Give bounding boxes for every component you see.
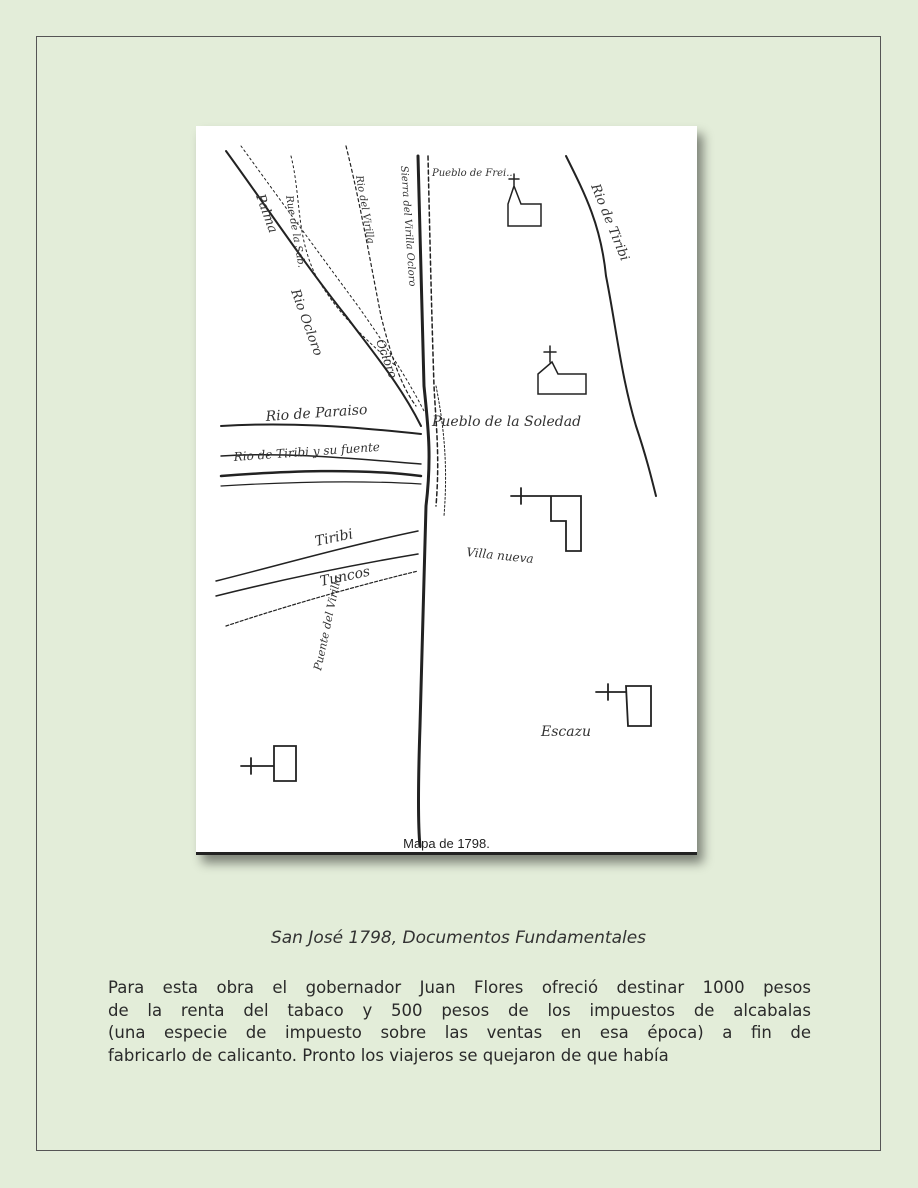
- figure-caption: San José 1798, Documentos Fundamentales: [270, 928, 647, 948]
- svg-text:Pueblo de Frei...: Pueblo de Frei...: [432, 168, 516, 179]
- map-caption: Mapa de 1798.: [403, 836, 490, 851]
- church-top: [508, 174, 541, 226]
- house-escazu: [596, 684, 651, 726]
- body-line: fabricarlo de calicanto. Pronto los viajeros se quejaron de que había: [108, 1045, 669, 1065]
- body-line: Para esta obra el gobernador Juan Flores ofreció destinar 1000 pesos: [108, 978, 811, 997]
- body-paragraph: [108, 977, 811, 1067]
- svg-text:Palma: Palma: [252, 192, 281, 236]
- svg-text:Rio del Virilla: Rio del Virilla: [353, 174, 376, 245]
- svg-text:Villa nueva: Villa nueva: [465, 545, 535, 567]
- svg-text:Ocloro: Ocloro: [373, 337, 401, 381]
- svg-text:Rio de Tiribi: Rio de Tiribi: [587, 181, 632, 264]
- diagonal-river: [226, 151, 421, 426]
- svg-text:Rue de la Sab.: Rue de la Sab.: [283, 194, 307, 269]
- rio-paraiso: [221, 424, 421, 434]
- map-drawing: [196, 126, 697, 855]
- body-line: (una especie de impuesto sobre las ventas en esa época) a fin de: [108, 1023, 811, 1042]
- svg-text:Tiribi: Tiribi: [313, 526, 355, 550]
- historic-map-image: [196, 126, 697, 855]
- svg-text:Rio de Tiribi y su fuente: Rio de Tiribi y su fuente: [233, 439, 381, 464]
- house-villa-nueva: [511, 488, 581, 551]
- svg-text:Rio Ocloro: Rio Ocloro: [287, 287, 326, 359]
- svg-text:Pueblo de la Soledad: Pueblo de la Soledad: [432, 414, 582, 430]
- svg-text:Rio de Paraiso: Rio de Paraiso: [265, 401, 368, 425]
- house-bottom-left: [241, 746, 296, 781]
- rio-tiribi: [221, 471, 421, 476]
- svg-text:Sierra del Virilla Ocloro: Sierra del Virilla Ocloro: [398, 165, 418, 287]
- svg-text:Escazu: Escazu: [541, 724, 591, 740]
- church-middle: [538, 346, 586, 394]
- svg-text:Tuncos: Tuncos: [318, 563, 372, 590]
- main-road: [418, 156, 429, 846]
- body-line: de la renta del tabaco y 500 pesos de los impuestos de alcabalas: [108, 1000, 811, 1020]
- svg-text:Puente del Virilla: Puente del Virilla: [311, 574, 345, 672]
